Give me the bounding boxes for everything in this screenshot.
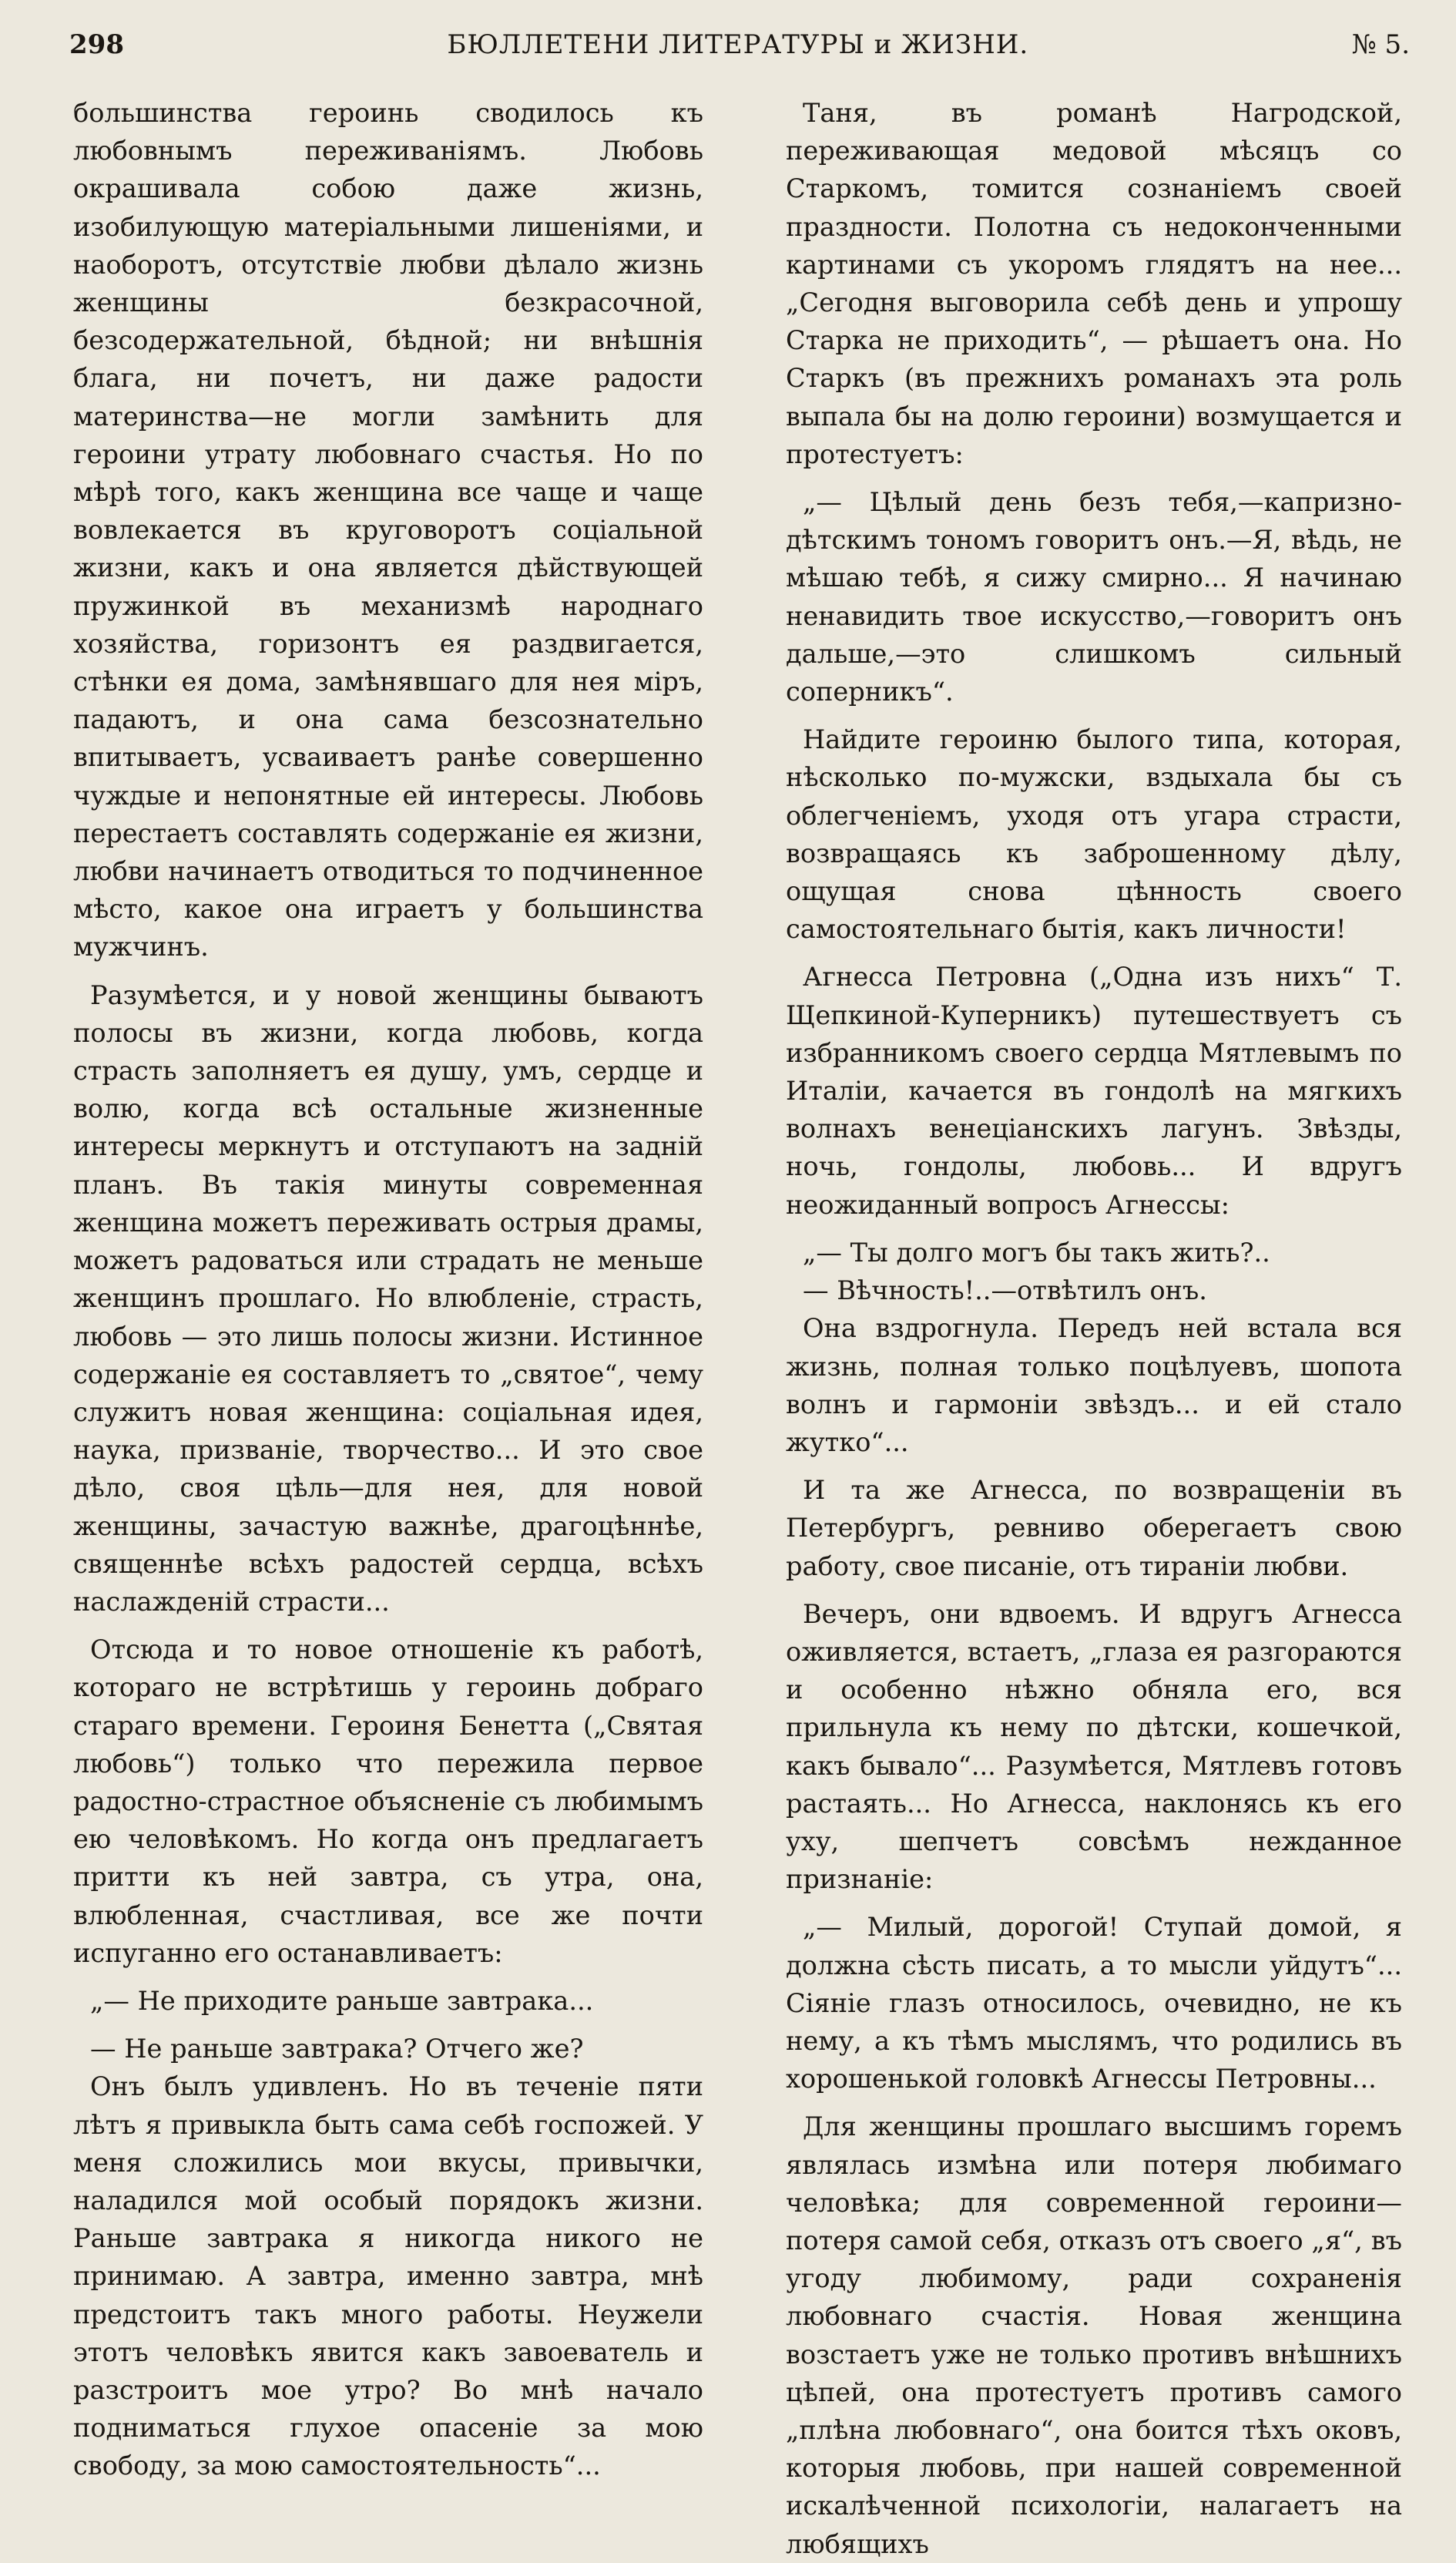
paragraph: Таня, въ романѣ Нагродской, переживающая медовой мѣсяцъ со Старкомъ, томится сознаніемъ своей праздности. Полотна съ недоконченными картинами съ укоромъ глядятъ на нее... „Сегодня выговорила себѣ день и упрошу Старка не приходить“, — рѣшаетъ она. Но Старкъ (въ прежнихъ романахъ эта роль выпала бы на долю героини) возмущается и протестуетъ: — [786, 98, 1402, 469]
paragraph: Отсюда и то новое отношеніе къ работѣ, котораго не встрѣтишь у героинь добраго стараго времени. Героиня Бенетта („Святая любовь“) только что пережила первое радостно-страстное объясненіе съ любимымъ ею человѣкомъ. Но когда онъ предлагаетъ притти къ ней завтра, съ утра, она, влюбленная, счастливая, все же почти испуганно его останавливаетъ: — [73, 1634, 703, 1968]
quote-line: „— Не приходите раньше завтрака... — [90, 1985, 594, 2016]
left-column — [73, 94, 703, 2485]
paragraph: „— Милый, дорогой! Ступай домой, я должна сѣсть писать, а то мысли уйдутъ“... Сіяніе глазъ относилось, очевидно, не къ нему, а къ тѣмъ мыслямъ, что родились въ хорошенькой головкѣ Агнессы Петровны... — [786, 1912, 1402, 2094]
issue-number: № 5. — [1351, 29, 1410, 60]
paragraph: Онъ былъ удивленъ. Но въ теченіе пяти лѣтъ я привыкла быть сама себѣ госпожей. У меня сложились мои вкусы, привычки, наладился мой особый порядокъ жизни. Раньше завтрака я никогда никого не принимаю. А завтра, именно завтра, мнѣ предстоитъ такъ много работы. Неужели этотъ человѣкъ явится какъ завоеватель и разстроитъ мое утро? Во мнѣ начало подниматься глухое опасеніе за мою свободу, за мою самостоятельность“... — [73, 2071, 703, 2481]
quote-line: — Вѣчность!..—отвѣтилъ онъ. — [803, 1275, 1207, 1306]
journal-title: БЮЛЛЕТЕНИ ЛИТЕРАТУРЫ и ЖИЗНИ. — [447, 29, 1029, 60]
page-number: 298 — [69, 29, 124, 60]
paragraph: Для женщины прошлаго высшимъ горемъ являлась измѣна или потеря любимаго человѣка; для современной героини—потеря самой себя, отказъ отъ своего „я“, въ угоду любимому, ради сохраненія любовнаго счастія. Новая женщина возстаетъ уже не только противъ внѣшнихъ цѣпей, она протестуетъ противъ самого „плѣна любовнаго“, она боится тѣхъ оковъ, которыя любовь, при нашей современной искалѣченной психологіи, налагаетъ на любящихъ — [786, 2111, 1402, 2559]
paragraph: И та же Агнесса, по возвращеніи въ Петербургъ, ревниво оберегаетъ свою работу, свое писаніе, отъ тираніи любви. — [786, 1475, 1402, 1581]
paragraph: Разумѣется, и у новой женщины бываютъ полосы въ жизни, когда любовь, когда страсть заполняетъ ея душу, умъ, сердце и волю, когда всѣ остальные жизненные интересы меркнутъ и отступаютъ на задній планъ. Въ такія минуты современная женщина можетъ переживать острыя драмы, можетъ радоваться или страдать не меньше женщинъ прошлаго. Но влюбленіе, страсть, любовь — это лишь полосы жизни. Истинное содержаніе ея составляетъ то „святое“, чему служитъ новая женщина: соціальная идея, наука, призваніе, творчество... И это свое дѣло, своя цѣль—для нея, для новой женщины, зачастую важнѣе, драгоцѣннѣе, священнѣе всѣхъ радостей сердца, всѣхъ наслажденій страсти... — [73, 979, 703, 1617]
paragraph: Она вздрогнула. Передъ ней встала вся жизнь, полная только поцѣлуевъ, шопота волнъ и гармоніи звѣздъ... и ей стало жутко“... — [786, 1313, 1402, 1457]
paragraph: большинства героинь сводилось къ любовнымъ переживаніямъ. Любовь окрашивала собою даже жизнь, изобилующую матеріальными лишеніями, и наоборотъ, отсутствіе любви дѣлало жизнь женщины безкрасочной, безсодержательной, бѣдной; ни внѣшнія блага, ни почетъ, ни даже радости материнства—не могли замѣнить для героини утрату любовнаго счастья. Но по мѣрѣ того, какъ женщина все чаще и чаще вовлекается въ круговоротъ соціальной жизни, какъ и она является дѣйствующей пружинкой въ механизмѣ народнаго хозяйства, горизонтъ ея раздвигается, стѣнки ея дома, замѣнявшаго для нея міръ, падаютъ, и она сама безсознательно впитываетъ, усваиваетъ ранѣе совершенно чуждые и непонятные ей интересы. Любовь перестаетъ составлять содержаніе ея жизни, любви начинаетъ отводиться то подчиненное мѣсто, какое она играетъ у большинства мужчинъ. — [73, 98, 703, 962]
paragraph: „— Цѣлый день безъ тебя,—капризно-дѣтскимъ тономъ говоритъ онъ.—Я, вѣдь, не мѣшаю тебѣ, я сижу смирно... Я начинаю ненавидить твое искусство,—говоритъ онъ дальше,—это слишкомъ сильный соперникъ“. — [786, 487, 1402, 707]
paragraph: Найдите героиню былого типа, которая, нѣсколько по-мужски, вздыхала бы съ облегченіемъ, уходя отъ угара страсти, возвращаясь къ заброшенному дѣлу, ощущая снова цѣнность своего самостоятельнаго бытія, какъ личности! — [786, 724, 1402, 945]
running-header — [69, 22, 1410, 68]
paragraph: Вечеръ, они вдвоемъ. И вдругъ Агнесса оживляется, встаетъ, „глаза ея разгораются и особенно нѣжно обняла его, вся прильнула къ нему по дѣтски, кошечкой, какъ бывало“... Разумѣется, Мятлевъ готовъ растаять... Но Агнесса, наклонясь къ его уху, шепчетъ совсѣмъ нежданное признаніе: — [786, 1598, 1402, 1895]
right-column — [786, 94, 1402, 2563]
paragraph: Агнесса Петровна („Одна изъ нихъ“ Т. Щепкиной-Куперникъ) путешествуетъ съ избранникомъ своего сердца Мятлевымъ по Италіи, качается въ гондолѣ на мягкихъ волнахъ венеціанскихъ лагунъ. Звѣзды, ночь, гондолы, любовь... И вдругъ неожиданный вопросъ Агнессы: — [786, 962, 1402, 1220]
quote-line: — Не раньше завтрака? Отчего же? — [90, 2034, 584, 2064]
quote-line: „— Ты долго могъ бы такъ жить?.. — [803, 1237, 1270, 1268]
